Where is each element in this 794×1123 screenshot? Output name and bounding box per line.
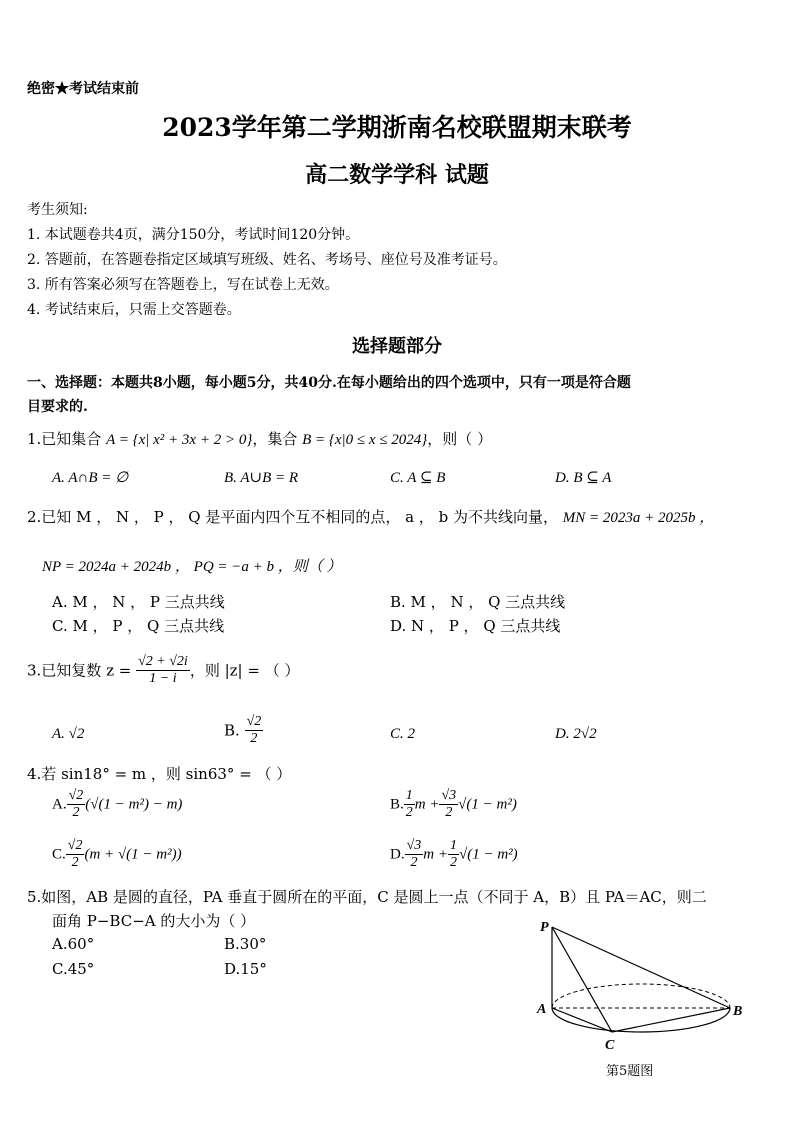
q2-option-a: A. M ， N ， P 三点共线 (52, 593, 225, 611)
notes-heading: 考生须知: (27, 202, 88, 218)
q5-option-c: C.45° (52, 960, 95, 978)
q4-option-c: C. $\frac{√2}{2}$ (m + √(1 − m²)) (52, 838, 182, 871)
section-instructions-line1: 一、选择题：本题共8小题，每小题5分，共40分.在每小题给出的四个选项中，只有一项是符合题 (27, 375, 631, 391)
q5-option-d: D.15° (224, 960, 267, 978)
q1-option-d: D. B ⊆ A (555, 470, 612, 486)
circle-front-arc (552, 1008, 730, 1032)
exam-title: 2023学年第二学期浙南名校联盟期末联考 (162, 113, 632, 142)
label-a: A (537, 1002, 547, 1017)
q1-option-a: A. A∩B = ∅ (52, 470, 129, 486)
secret-label: 绝密★考试结束前 (27, 81, 139, 97)
question-3-stem: 3.已知复数 z = $\frac{√2 + √2i}{1 - i}$ ，则 |z| = （ ） (27, 654, 300, 687)
question-2-stem: 2.已知 M ， N ， P ， Q 是平面内四个互不相同的点， a ， b 为不共线向量， MN = 2023a + 2025b ， (27, 508, 715, 526)
q2-option-b: B. M ， N ， Q 三点共线 (390, 593, 566, 611)
segment-pb (552, 927, 730, 1008)
figure-caption: 第5题图 (606, 1064, 654, 1079)
q2-option-c: C. M ， P ， Q 三点共线 (52, 617, 225, 635)
segment-pc (552, 927, 612, 1032)
q1-option-b: B. A∪B = R (224, 470, 299, 486)
section-title: 选择题部分 (352, 336, 442, 357)
segment-bc (612, 1008, 730, 1032)
note-item: 4. 考试结束后，只需上交答题卷。 (27, 302, 241, 318)
section-instructions-line2: 目要求的. (27, 399, 88, 415)
q5-option-a: A.60° (52, 935, 95, 953)
note-item: 2. 答题前，在答题卷指定区域填写班级、姓名、考场号、座位号及准考证号。 (27, 252, 507, 268)
q4-option-a: A. $\frac{√2}{2}$ (√(1 − m²) − m) (52, 788, 183, 821)
q1-option-c: C. A ⊆ B (390, 470, 446, 486)
question-4-stem: 4.若 sin18° = m ，则 sin63° = （ ） (27, 765, 292, 783)
q4-option-d: D. $\frac{√3}{2}$ m + $\frac{1}{2}$ √(1 − m²) (390, 838, 518, 871)
note-item: 1. 本试题卷共4页，满分150分，考试时间120分钟。 (27, 227, 360, 243)
question-2-vectors: NP = 2024a + 2024b ， PQ = −a + b ，则（ ） (42, 559, 342, 575)
question-5-line2: 面角 P−BC−A 的大小为（ ） (52, 912, 256, 930)
question-1-stem: 1.已知集合 A = {x| x² + 3x + 2 > 0}，集合 B = {x|0 ≤ x ≤ 2024}，则（ ） (27, 430, 493, 448)
q5-figure (530, 915, 750, 1055)
q3-fraction: $\frac{√2 + √2i}{1 - i}$ (138, 654, 188, 687)
label-c: C (605, 1038, 615, 1053)
q3-option-b: B. $\frac{√2}{2}$ (224, 714, 262, 747)
q4-option-b: B. $\frac{1}{2}$ m + $\frac{√3}{2}$ √(1 − m²) (390, 788, 517, 821)
segment-ac (552, 1008, 612, 1032)
q2-option-d: D. N ， P ， Q 三点共线 (390, 617, 561, 635)
note-item: 3. 所有答案必须写在答题卷上，写在试卷上无效。 (27, 277, 339, 293)
label-b: B (733, 1004, 743, 1019)
q3-option-d: D. 2√2 (555, 726, 597, 742)
q3-option-a: A. √2 (52, 726, 85, 742)
exam-subtitle: 高二数学学科 试题 (305, 162, 489, 188)
q3-option-c: C. 2 (390, 726, 416, 742)
label-p: P (540, 920, 549, 935)
question-5-line1: 5.如图，AB 是圆的直径，PA 垂直于圆所在的平面，C 是圆上一点（不同于 A，B）且 PA＝AC，则二 (27, 888, 707, 906)
q5-option-b: B.30° (224, 935, 267, 953)
